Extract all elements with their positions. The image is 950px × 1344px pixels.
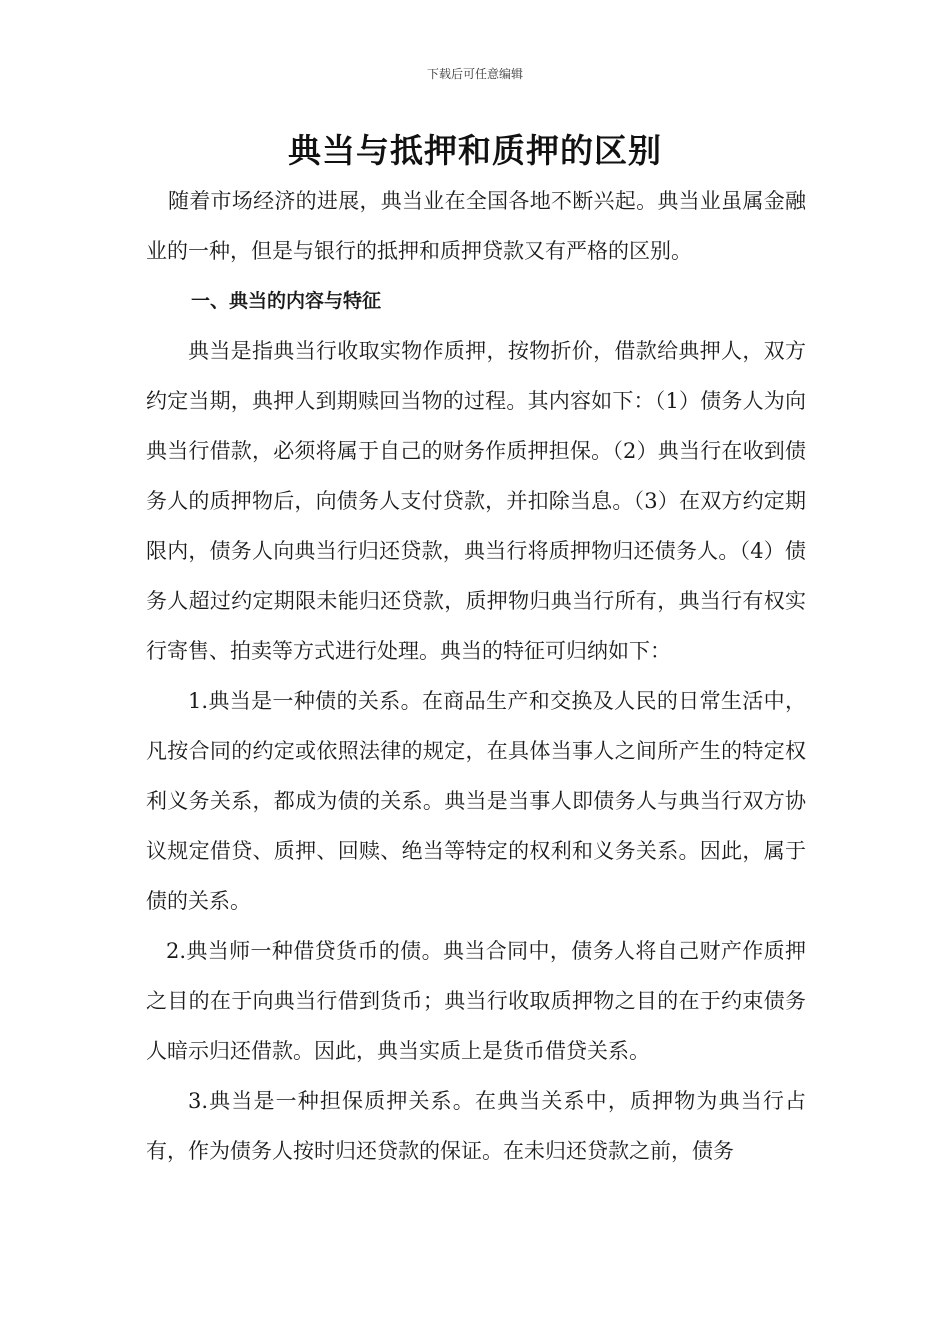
section1-paragraph: 典当是指典当行收取实物作质押，按物折价，借款给典押人，双方约定当期，典押人到期赎回当物的过程。其内容如下：（1）债务人为向典当行借款，必须将属于自己的财务作质押担保。（2）典当行在收到债务人的质押物后，向债务人支付贷款，并扣除当息。（3）在双方约定期限内，债务人向典当行归还贷款，典当行将质押物归还债务人。（4）债务人超过约定期限未能归还贷款，质押物归典当行所有，典当行有权实行寄售、拍卖等方式进行处理。典当的特征可归纳如下： (146, 339, 806, 663)
intro-paragraph: 随着市场经济的进展，典当业在全国各地不断兴起。典当业虽属金融业的一种，但是与银行的抵押和质押贷款又有严格的区别。 (146, 189, 806, 263)
document-body (146, 176, 806, 1176)
section-heading: 一、典当的内容与特征 (191, 290, 382, 312)
point-2-paragraph: 2.典当师一种借贷货币的债。典当合同中，债务人将自己财产作质押之目的在于向典当行借到货币；典当行收取质押物之目的在于约束债务人暗示归还借款。因此，典当实质上是货币借贷关系。 (146, 939, 806, 1063)
header-note: 下载后可任意编辑 (426, 67, 523, 81)
document-title: 典当与抵押和质押的区别 (288, 131, 662, 170)
point-3-paragraph: 3.典当是一种担保质押关系。在典当关系中，质押物为典当行占有，作为债务人按时归还贷款的保证。在未归还贷款之前，债务 (146, 1089, 806, 1163)
point-1-paragraph: 1.典当是一种债的关系。在商品生产和交换及人民的日常生活中，凡按合同的约定或依照法律的规定，在具体当事人之间所产生的特定权利义务关系，都成为债的关系。典当是当事人即债务人与典当行双方协议规定借贷、质押、回赎、绝当等特定的权利和义务关系。因此，属于债的关系。 (146, 689, 806, 913)
